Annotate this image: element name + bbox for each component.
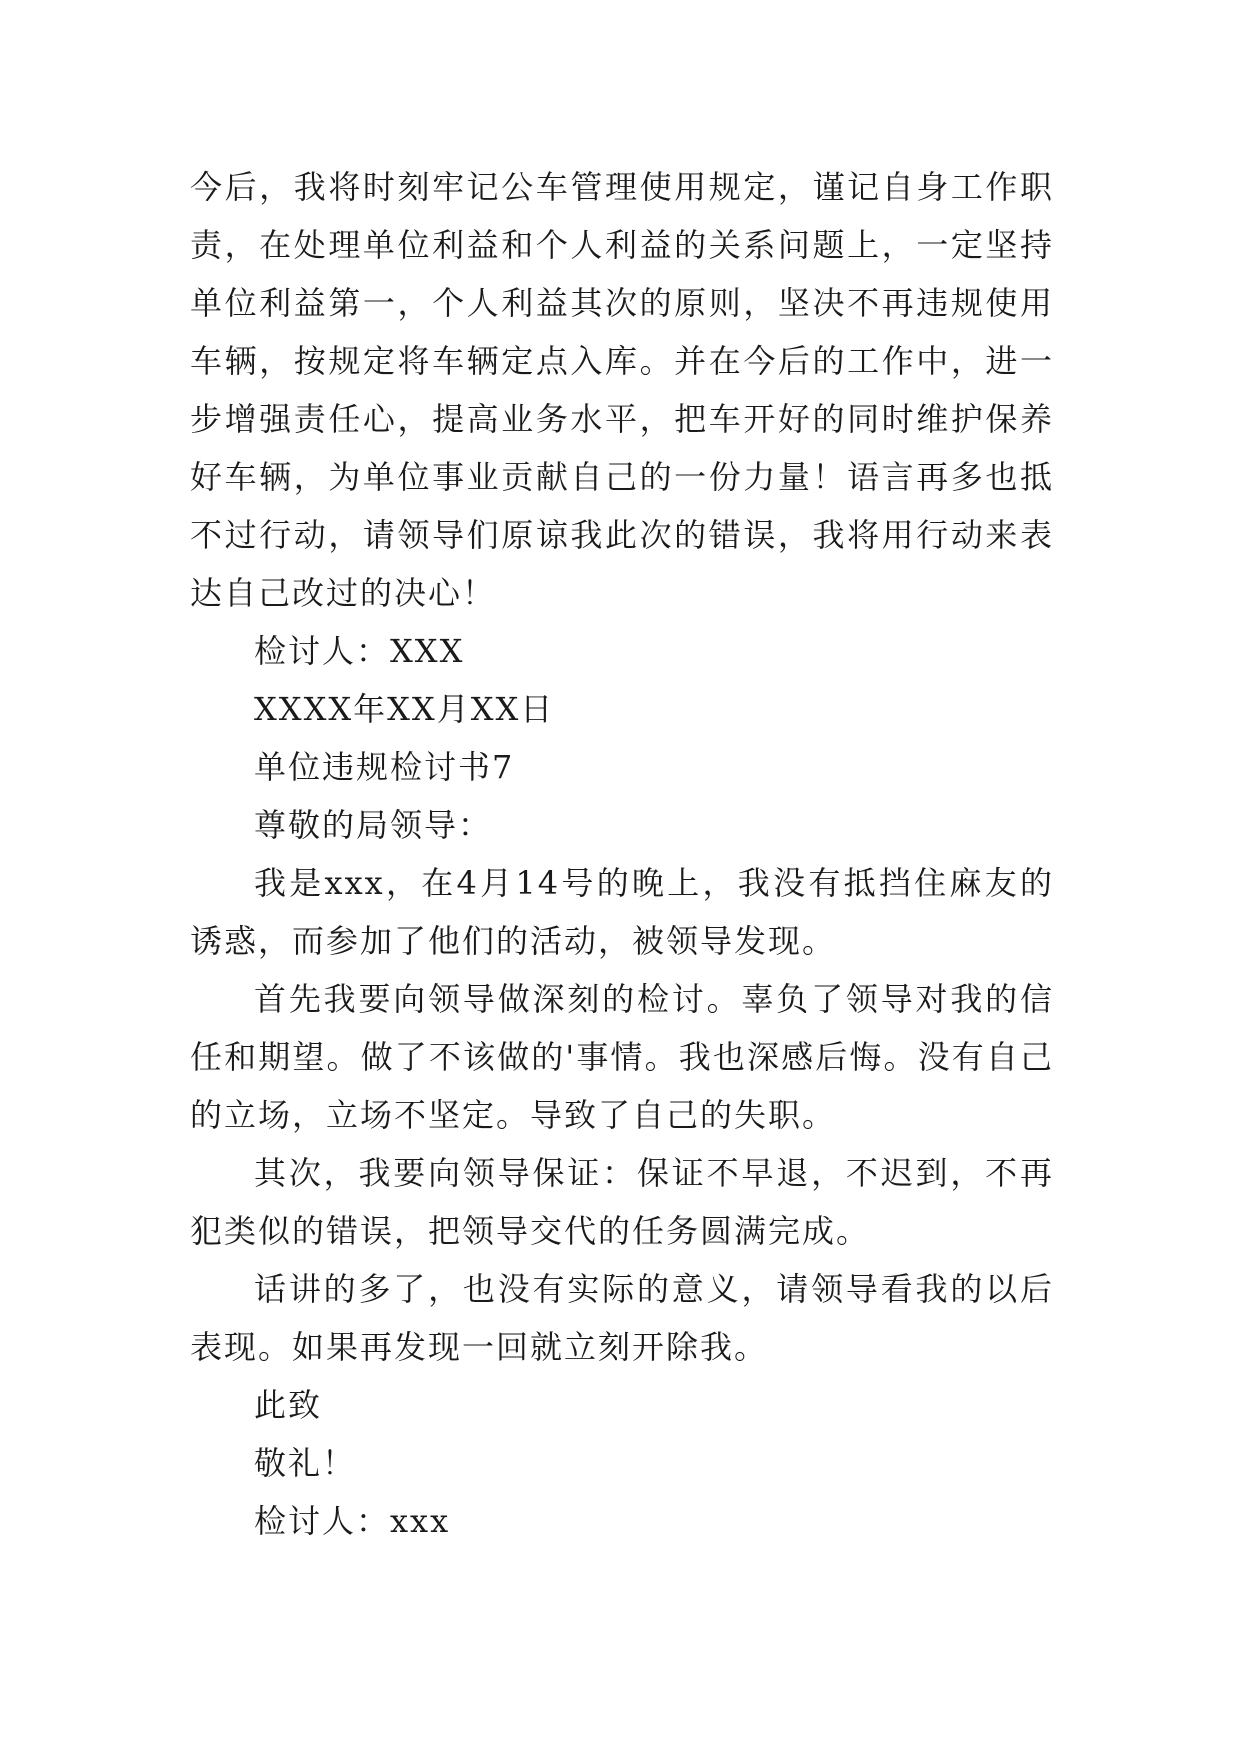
- paragraph-promise: 其次，我要向领导保证：保证不早退，不迟到，不再犯类似的错误，把领导交代的任务圆满完成。: [190, 1154, 1054, 1250]
- section-title: 单位违规检讨书7: [254, 748, 515, 786]
- paragraph-commitment: 今后，我将时刻牢记公车管理使用规定，谨记自身工作职责，在处理单位利益和个人利益的关系问题上，一定坚持单位利益第一，个人利益其次的原则，坚决不再违规使用车辆，按规定将车辆定点入库。并在今后的工作中，进一步增强责任心，提高业务水平，把车开好的同时维护保养好车辆，为单位事业贡献自己的一份力量！语言再多也抵不过行动，请领导们原谅我此次的错误，我将用行动来表达自己改过的决心！: [190, 168, 1054, 612]
- closing-phrase: 此致: [254, 1386, 323, 1424]
- signature-line: 检讨人：XXX: [254, 632, 465, 670]
- paragraph-self-criticism: 首先我要向领导做深刻的检讨。辜负了领导对我的信任和期望。做了不该做的'事情。我也深感后悔。没有自己的立场，立场不坚定。导致了自己的失职。: [190, 980, 1054, 1134]
- salutation: 尊敬的局领导：: [254, 806, 493, 844]
- document-body: [190, 158, 1054, 1550]
- closing-salute: 敬礼！: [254, 1444, 357, 1482]
- date-line: XXXX年XX月XX日: [254, 690, 555, 728]
- signature-line-2: 检讨人：xxx: [254, 1502, 451, 1540]
- paragraph-incident: 我是xxx，在4月14号的晚上，我没有抵挡住麻友的诱惑，而参加了他们的活动，被领导发现。: [190, 864, 1054, 960]
- paragraph-closing-remark: 话讲的多了，也没有实际的意义，请领导看我的以后表现。如果再发现一回就立刻开除我。: [190, 1270, 1054, 1366]
